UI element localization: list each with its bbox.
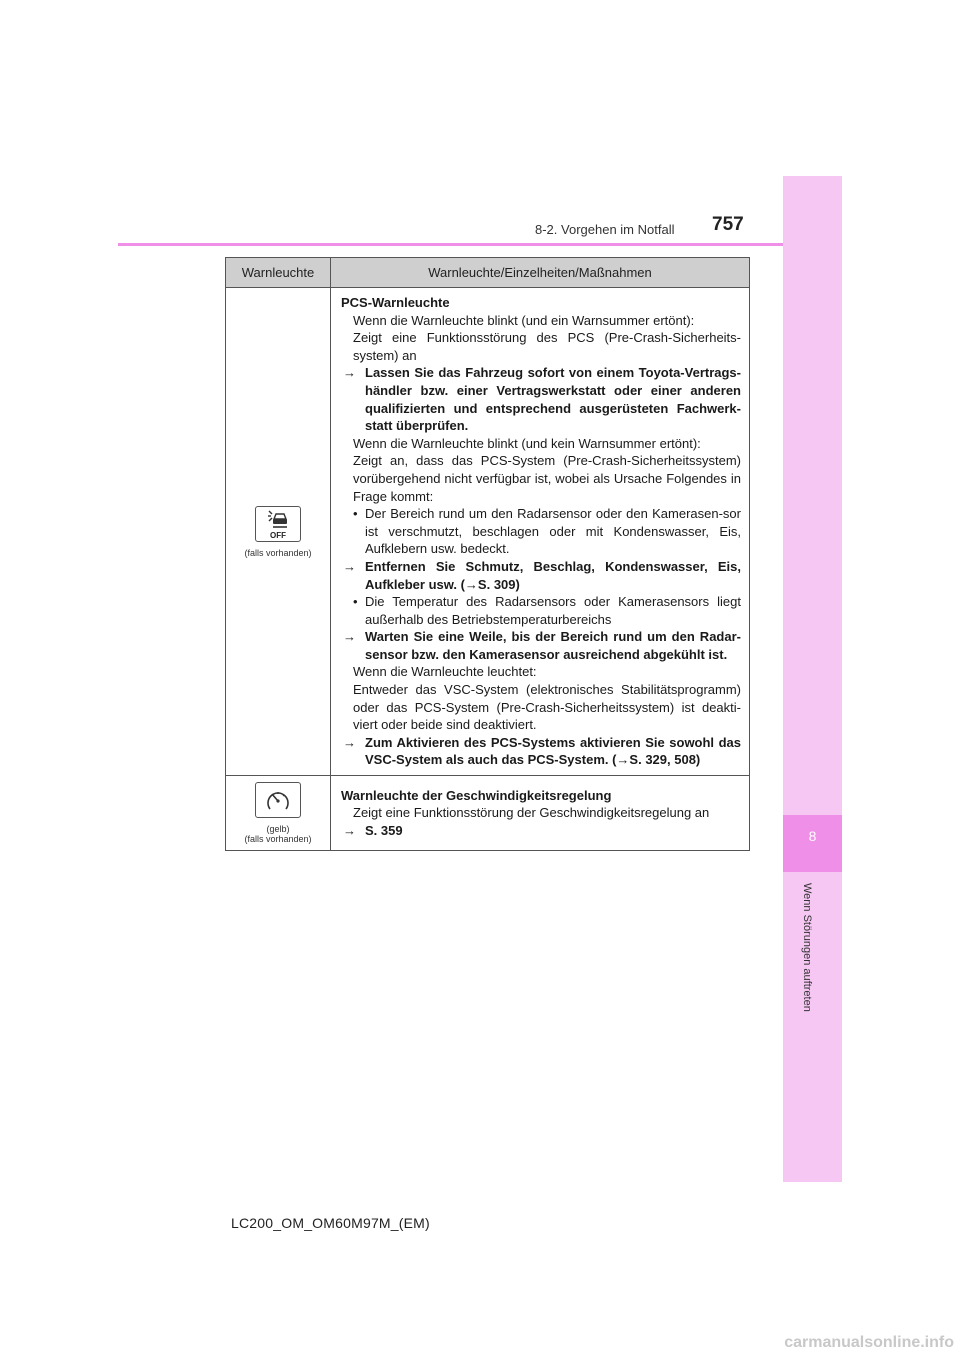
- section-title: 8-2. Vorgehen im Notfall: [535, 222, 675, 237]
- description-text: Entweder das VSC-System (elektronisches Stabilitätsprogramm) oder das PCS-System (Pre-Crash-Sicherheitssystem) ist deakti-viert oder beide sind deaktiviert.: [353, 682, 741, 733]
- icon-color-note: (gelb): [266, 824, 290, 835]
- pcs-off-warning-icon: [255, 506, 301, 542]
- document-code: LC200_OM_OM60M97M_(EM): [231, 1215, 430, 1231]
- details-cell: [331, 288, 750, 776]
- description-text: Zeigt eine Funktionsstörung der Geschwindigkeitsregelung an: [353, 805, 710, 821]
- condition-text: Wenn die Warnleuchte blinkt (und ein Warnsummer ertönt):: [353, 312, 695, 328]
- table-row: [226, 288, 750, 776]
- page-number: 757: [712, 214, 744, 235]
- table-row: [226, 776, 750, 851]
- speedometer-warning-icon: [255, 782, 301, 818]
- warning-light-table: [225, 257, 750, 851]
- watermark: carmanualsonline.info: [784, 1334, 954, 1351]
- action-text: → S. 359: [341, 822, 741, 840]
- icon-cell: [226, 776, 331, 851]
- col-header-warnleuchte: Warnleuchte: [226, 258, 331, 288]
- chapter-number: 8: [808, 828, 817, 844]
- header-divider: [118, 243, 783, 246]
- icon-note: (falls vorhanden): [244, 547, 312, 558]
- bullet-item: • Der Bereich rund um den Radarsensor oder den Kamerasen-sor ist verschmutzt, beschlagen oder mit Kondenswasser, Eis, Aufklebern usw. bedeckt.: [341, 505, 741, 558]
- icon-off-label: OFF: [270, 530, 286, 540]
- chapter-title: Wenn Störungen auftreten: [801, 883, 813, 1012]
- table-header-row: [226, 258, 750, 288]
- details-cell: [331, 776, 750, 851]
- condition-text: Wenn die Warnleuchte blinkt (und kein Warnsummer ertönt):: [353, 435, 701, 451]
- action-text: → Entfernen Sie Schmutz, Beschlag, Kondenswasser, Eis, Aufkleber usw. (→S. 309): [341, 558, 741, 593]
- description-text: Zeigt an, dass das PCS-System (Pre-Crash-Sicherheitssystem) vorübergehend nicht verfügbar ist, wobei als Ursache Folgendes in Frage kommt:: [353, 453, 741, 504]
- chapter-side-tab: [783, 176, 842, 1182]
- row-title: PCS-Warnleuchte: [341, 295, 450, 310]
- description-text: Zeigt eine Funktionsstörung des PCS (Pre-Crash-Sicherheits-system) an: [353, 330, 741, 363]
- col-header-details: Warnleuchte/Einzelheiten/Maßnahmen: [331, 258, 750, 288]
- bullet-item: • Die Temperatur des Radarsensors oder Kamerasensors liegt außerhalb des Betriebstemperaturbereichs: [341, 593, 741, 628]
- action-text: → Warten Sie eine Weile, bis der Bereich rund um den Radar-sensor bzw. den Kamerasensor ausreichend abgekühlt ist.: [341, 628, 741, 663]
- icon-cell: [226, 288, 331, 776]
- action-text: → Lassen Sie das Fahrzeug sofort von einem Toyota-Vertrags-händler bzw. einer Vertragswerkstatt oder einer anderen qualifizierten und entsprechend ausgerüsteten Fachwerk-statt überprüfen.: [341, 364, 741, 434]
- row-title: Warnleuchte der Geschwindigkeitsregelung: [341, 787, 612, 803]
- icon-note: (falls vorhanden): [244, 834, 312, 845]
- action-text: → Zum Aktivieren des PCS-Systems aktivieren Sie sowohl das VSC-System als auch das PCS-System. (→S. 329, 508): [341, 734, 741, 769]
- condition-text: Wenn die Warnleuchte leuchtet:: [353, 664, 537, 680]
